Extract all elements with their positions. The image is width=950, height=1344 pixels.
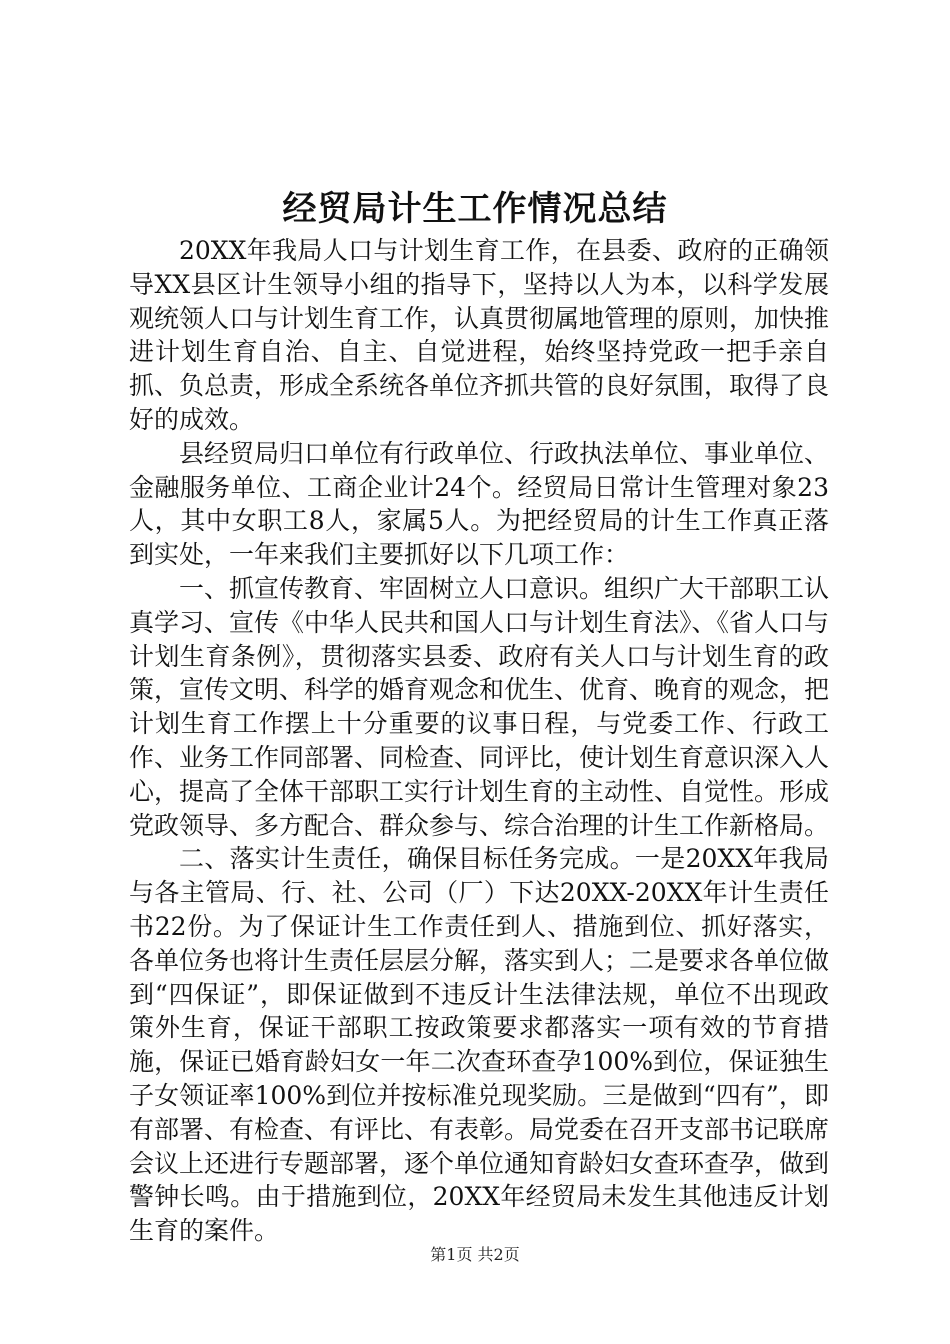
document-body bbox=[129, 234, 829, 1248]
paragraph-overview: 县经贸局归口单位有行政单位、行政执法单位、事业单位、金融服务单位、工商企业计24个。经贸局日常计生管理对象23人，其中女职工8人，家属5人。为把经贸局的计生工作真正落到实处，一年来我们主要抓好以下几项工作： bbox=[129, 438, 830, 570]
page-number-footer: 第1页 共2页 bbox=[430, 1245, 520, 1264]
document-title: 经贸局计生工作情况总结 bbox=[282, 189, 668, 229]
paragraph-section-two: 二、落实计生责任，确保目标任务完成。一是20XX年我局与各主管局、行、社、公司（厂）下达20XX-20XX年计生责任书22份。为了保证计生工作责任到人、措施到位、抓好落实，各单位务也将计生责任层层分解，落实到人；二是要求各单位做到“四保证”，即保证做到不违反计生法律法规，单位不出现政策外生育，保证干部职工按政策要求都落实一项有效的节育措施，保证已婚育龄妇女一年二次查环查孕100%到位，保证独生子女领证率100%到位并按标准兑现奖励。三是做到“四有”，即有部署、有检查、有评比、有表彰。局党委在召开支部书记联席会议上还进行专题部署，逐个单位通知育龄妇女查环查孕，做到警钟长鸣。由于措施到位，20XX年经贸局未发生其他违反计划生育的案件。 bbox=[129, 844, 830, 1246]
paragraph-section-one: 一、抓宣传教育、牢固树立人口意识。组织广大干部职工认真学习、宣传《中华人民共和国人口与计划生育法》、《省人口与计划生育条例》，贯彻落实县委、政府有关人口与计划生育的政策，宣传文明、科学的婚育观念和优生、优育、晚育的观念，把计划生育工作摆上十分重要的议事日程，与党委工作、行政工作、业务工作同部署、同检查、同评比，使计划生育意识深入人心，提高了全体干部职工实行计划生育的主动性、自觉性。形成党政领导、多方配合、群众参与、综合治理的计生工作新格局。 bbox=[129, 573, 830, 840]
paragraph-intro: 20XX年我局人口与计划生育工作，在县委、政府的正确领导XX县区计生领导小组的指导下，坚持以人为本，以科学发展观统领人口与计划生育工作，认真贯彻属地管理的原则，加快推进计划生育自治、自主、自觉进程，始终坚持党政一把手亲自抓、负总责，形成全系统各单位齐抓共管的良好氛围，取得了良好的成效。 bbox=[129, 236, 830, 434]
